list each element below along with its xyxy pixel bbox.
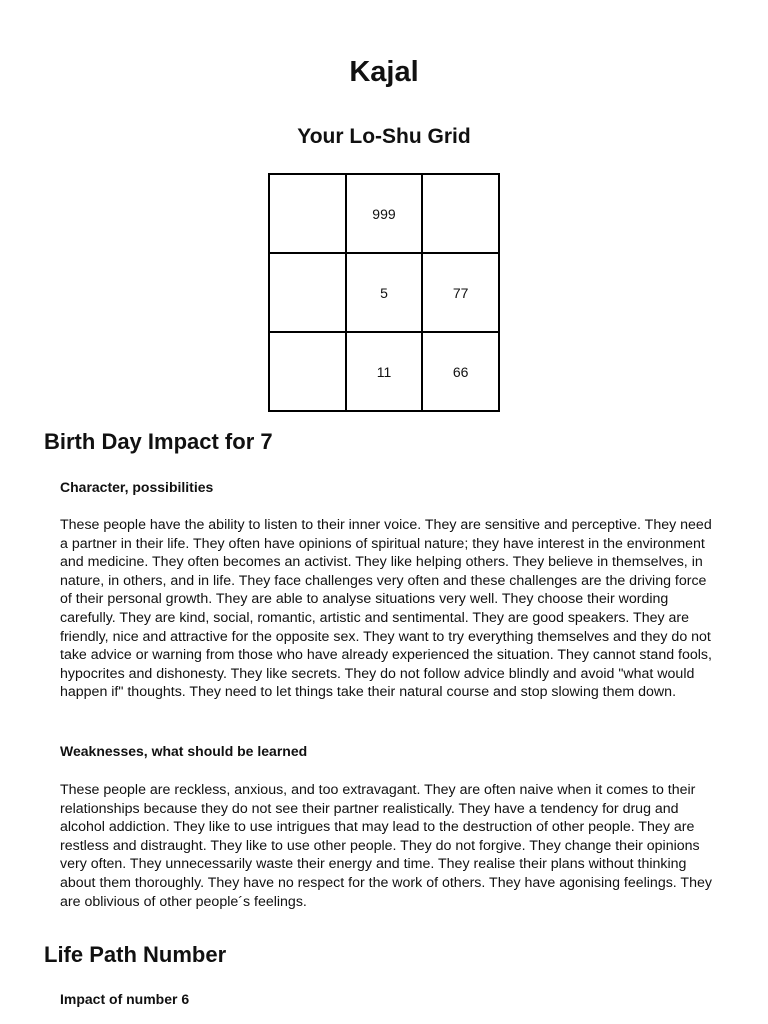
grid-cell: 11 — [346, 332, 423, 411]
loshu-grid — [268, 173, 500, 412]
life-path-heading: Life Path Number — [44, 942, 227, 967]
grid-cell: 77 — [422, 253, 499, 332]
life-path-impact-subheading: Impact of number 6 — [60, 991, 190, 1007]
weakness-paragraph: These people are reckless, anxious, and too extravagant. They are often naive when it comes to their relationships because they do not see their partner realistically. They have a tendency for drug and alcohol addiction. They like to use intrigues that may lead to the destruction of other people. They are restless and distraught. They like to use other people. They do not forgive. They change their opinions very often. They unnecessarily waste their energy and time. They realise their plans without thinking about them thoroughly. They have no respect for the work of others. They have agonising feelings. They are oblivious of other people´s feelings. — [60, 782, 712, 910]
grid-cell: 999 — [346, 174, 423, 253]
grid-cell: 66 — [422, 332, 499, 411]
character-subheading: Character, possibilities — [60, 479, 214, 495]
grid-cell — [269, 332, 346, 411]
character-paragraph: These people have the ability to listen to their inner voice. They are sensitive and perceptive. They need a partner in their life. They often have opinions of spiritual nature; they have interest in the environment and medicine. They often becomes an activist. They like helping others. They believe in themselves, in nature, in others, and in life. They face challenges very often and these challenges are the driving force of their personal growth. They are able to analyse situations very well. They choose their wording carefully. They are kind, social, romantic, artistic and sentimental. They are good speakers. They are friendly, nice and attractive for the opposite sex. They want to try everything themselves and they do not take advice or warning from those who have already experienced the situation. They cannot stand fools, hypocrites and dishonesty. They like secrets. They do not follow advice blindly and avoid "what would happen if" thoughts. They need to let things take their natural course and stop slowing them down. — [60, 517, 712, 701]
grid-cell: 5 — [346, 253, 423, 332]
grid-row — [269, 332, 499, 411]
person-name-title: Kajal — [349, 56, 419, 88]
grid-cell — [422, 174, 499, 253]
weakness-subheading: Weaknesses, what should be learned — [60, 743, 308, 759]
grid-cell — [269, 174, 346, 253]
birth-day-heading: Birth Day Impact for 7 — [44, 429, 273, 454]
loshu-grid-title: Your Lo-Shu Grid — [297, 125, 471, 148]
grid-row — [269, 174, 499, 253]
grid-row — [269, 253, 499, 332]
grid-cell — [269, 253, 346, 332]
